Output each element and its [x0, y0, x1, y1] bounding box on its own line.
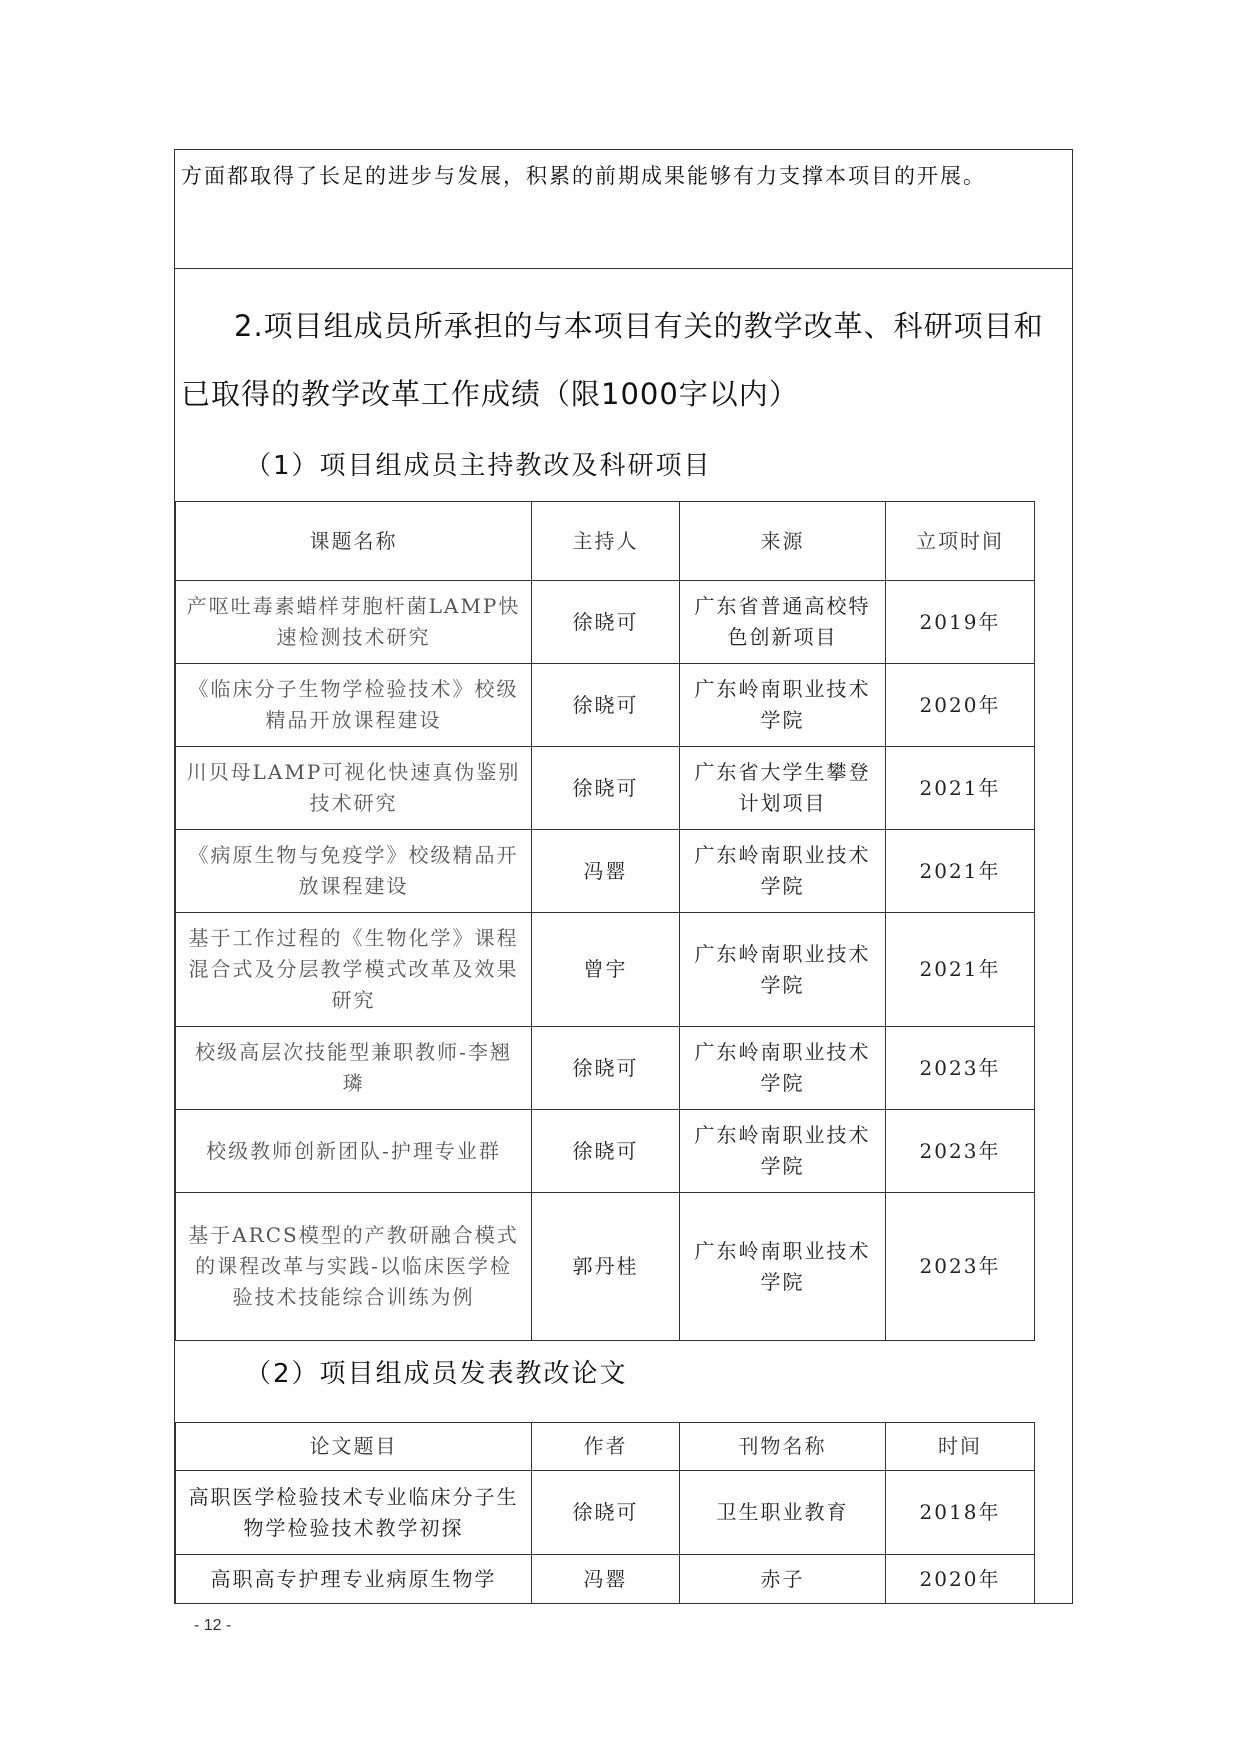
- table-header-row: [176, 1423, 1035, 1471]
- projects-table: [175, 501, 1035, 1341]
- table-row: [176, 1110, 1035, 1193]
- column-header: 课题名称: [176, 502, 532, 581]
- project-host: 冯罂: [532, 830, 680, 913]
- project-host: 曾宇: [532, 913, 680, 1027]
- project-host: 徐晓可: [532, 1027, 680, 1110]
- table-row: [176, 1193, 1035, 1341]
- column-header: 主持人: [532, 502, 680, 581]
- project-source: 广东省普通高校特色创新项目: [680, 581, 886, 664]
- column-header: 来源: [680, 502, 886, 581]
- project-source: 广东省大学生攀登计划项目: [680, 747, 886, 830]
- paper-author: 徐晓可: [532, 1471, 680, 1555]
- page-number: - 12 -: [194, 1617, 232, 1634]
- table-row: [176, 1471, 1035, 1555]
- project-name: 《病原生物与免疫学》校级精品开放课程建设: [176, 830, 532, 913]
- paper-year: 2018年: [886, 1471, 1035, 1555]
- table-row: [176, 830, 1035, 913]
- project-year: 2020年: [886, 664, 1035, 747]
- column-header: 时间: [886, 1423, 1035, 1471]
- intro-text: 方面都取得了长足的进步与发展，积累的前期成果能够有力支撑本项目的开展。: [181, 164, 986, 188]
- project-year: 2021年: [886, 747, 1035, 830]
- project-year: 2019年: [886, 581, 1035, 664]
- paper-title: 高职医学检验技术专业临床分子生物学检验技术教学初探: [176, 1471, 532, 1555]
- section-divider: [175, 268, 1072, 269]
- project-host: 郭丹桂: [532, 1193, 680, 1341]
- project-source: 广东岭南职业技术学院: [680, 830, 886, 913]
- heading-line-1: 2.项目组成员所承担的与本项目有关的教学改革、科研项目和: [234, 309, 1044, 343]
- project-name: 基于工作过程的《生物化学》课程混合式及分层教学模式改革及效果研究: [176, 913, 532, 1027]
- project-source: 广东岭南职业技术学院: [680, 913, 886, 1027]
- papers-table: [175, 1422, 1035, 1604]
- project-source: 广东岭南职业技术学院: [680, 664, 886, 747]
- project-name: 校级教师创新团队-护理专业群: [176, 1110, 532, 1193]
- paper-title: 高职高专护理专业病原生物学: [176, 1555, 532, 1604]
- paper-year: 2020年: [886, 1555, 1035, 1604]
- column-header: 作者: [532, 1423, 680, 1471]
- table-row: [176, 1555, 1035, 1604]
- project-host: 徐晓可: [532, 747, 680, 830]
- heading-line-2: 已取得的教学改革工作成绩（限1000字以内）: [181, 377, 799, 411]
- table-row: [176, 1027, 1035, 1110]
- project-source: 广东岭南职业技术学院: [680, 1193, 886, 1341]
- project-source: 广东岭南职业技术学院: [680, 1027, 886, 1110]
- table-row: [176, 913, 1035, 1027]
- paper-journal: 赤子: [680, 1555, 886, 1604]
- column-header: 立项时间: [886, 502, 1035, 581]
- project-year: 2023年: [886, 1193, 1035, 1341]
- project-host: 徐晓可: [532, 581, 680, 664]
- subsection-title-projects: （1）项目组成员主持教改及科研项目: [245, 451, 712, 481]
- subsection-title-papers: （2）项目组成员发表教改论文: [245, 1359, 628, 1389]
- column-header: 论文题目: [176, 1423, 532, 1471]
- project-name: 川贝母LAMP可视化快速真伪鉴别技术研究: [176, 747, 532, 830]
- project-name: 校级高层次技能型兼职教师-李翘璘: [176, 1027, 532, 1110]
- project-year: 2023年: [886, 1027, 1035, 1110]
- project-host: 徐晓可: [532, 664, 680, 747]
- table-header-row: [176, 502, 1035, 581]
- paper-author: 冯罂: [532, 1555, 680, 1604]
- column-header: 刊物名称: [680, 1423, 886, 1471]
- project-year: 2021年: [886, 830, 1035, 913]
- project-name: 《临床分子生物学检验技术》校级精品开放课程建设: [176, 664, 532, 747]
- table-row: [176, 581, 1035, 664]
- table-row: [176, 747, 1035, 830]
- project-name: 基于ARCS模型的产教研融合模式的课程改革与实践-以临床医学检验技术技能综合训练为例: [176, 1193, 532, 1341]
- project-year: 2021年: [886, 913, 1035, 1027]
- form-frame: [174, 149, 1073, 1604]
- project-name: 产呕吐毒素蜡样芽胞杆菌LAMP快速检测技术研究: [176, 581, 532, 664]
- project-host: 徐晓可: [532, 1110, 680, 1193]
- paper-journal: 卫生职业教育: [680, 1471, 886, 1555]
- table-row: [176, 664, 1035, 747]
- project-year: 2023年: [886, 1110, 1035, 1193]
- section-heading: [181, 292, 1061, 428]
- project-source: 广东岭南职业技术学院: [680, 1110, 886, 1193]
